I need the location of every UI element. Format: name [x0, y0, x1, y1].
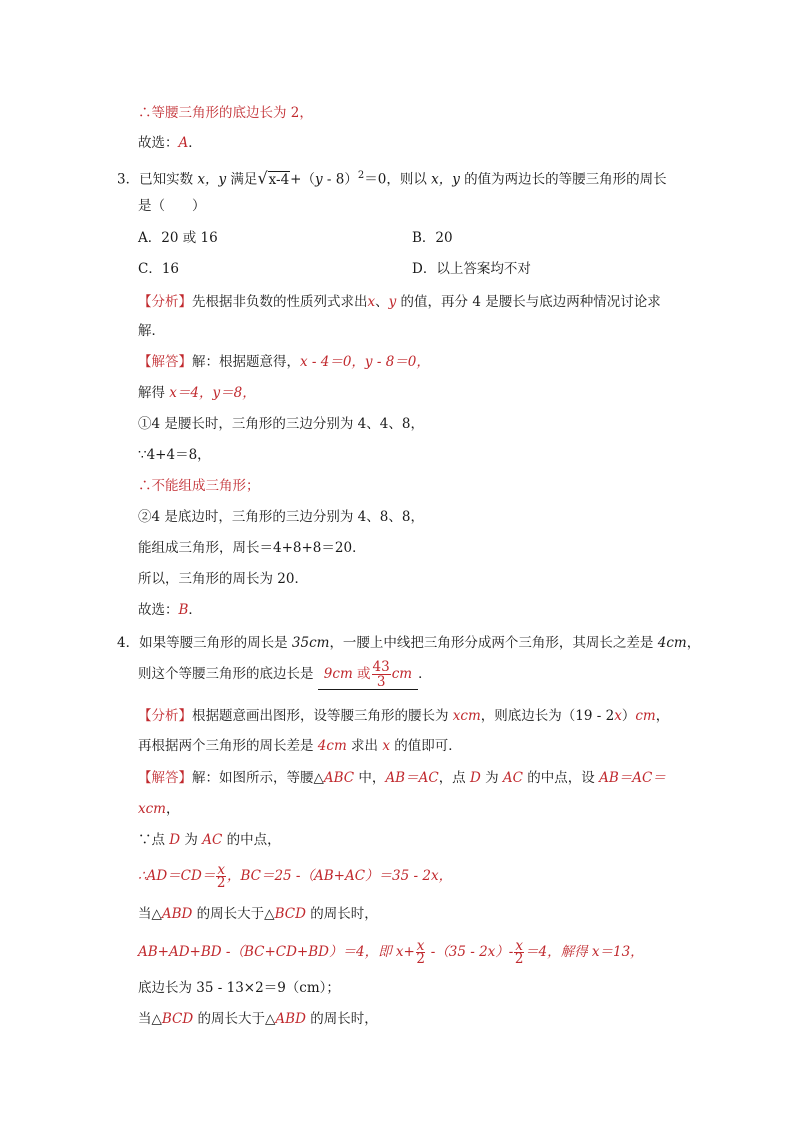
q4-eq2-fraction2	[514, 940, 524, 965]
q4-analysis-d: ，	[655, 708, 670, 724]
prev-answer-prefix: 故选：	[138, 135, 179, 151]
q3-answer-letter: B	[178, 602, 189, 618]
q3-option-d: D．以上答案均不对	[412, 261, 531, 277]
q3-y: y	[314, 171, 323, 188]
q4-solution-d: 为	[480, 770, 503, 786]
q4-diff: 4cm	[657, 635, 687, 651]
q4-analysis-x2: x	[382, 738, 390, 754]
q3-square: 2	[357, 170, 365, 181]
q4-mid-b: 为	[180, 832, 203, 848]
q4-eq2-a: AB+AD+BD -（BC+CD+BD）＝4，即 x+	[138, 944, 415, 960]
q3-stem-vars: x，y	[197, 171, 227, 188]
q4-perimeter: 35cm	[291, 635, 330, 651]
q4-analysis	[138, 706, 669, 726]
q4-answer-denominator: 3	[376, 674, 386, 690]
q4-answer-blank	[318, 660, 418, 690]
prev-answer-suffix: ．	[188, 135, 202, 151]
q4-when2	[138, 1009, 378, 1029]
q3-analysis	[138, 292, 661, 312]
q3-solve	[138, 383, 256, 403]
prev-conclusion: ∴等腰三角形的底边长为 2，	[138, 105, 313, 121]
q4-when2-bcd: BCD	[161, 1011, 194, 1027]
q4-base1: 底边长为 35 - 13×2＝9（cm）；	[138, 980, 340, 996]
q4-mid-ac: AC	[202, 832, 223, 848]
q3-so: 所以，三角形的周长为 20．	[138, 571, 308, 587]
q4-analysis-c: ）	[621, 708, 636, 724]
q3-stem-d: - 8）	[322, 171, 358, 188]
q4-when1-b: 的周长大于△	[192, 906, 275, 922]
q4-solution-c: ，点	[438, 770, 470, 786]
q4-mid-a: ∵点	[138, 832, 170, 848]
q4-eq2-denominator2: 2	[514, 951, 524, 967]
q3-analysis-b: 、	[375, 294, 389, 310]
q4-comma: ，	[165, 801, 180, 817]
q3-analysis-y: y	[388, 294, 397, 310]
q4-when1-a: 当△	[138, 906, 162, 922]
q3-stem-f: 的值为两边长的等腰三角形的周长	[459, 171, 667, 188]
q3-answer-suffix: ．	[188, 602, 202, 618]
q4-when1-bcd: BCD	[274, 906, 306, 922]
q4-eq2-c: ＝4，解得 x＝13，	[525, 944, 644, 960]
q4-eq1-a: ∴AD＝CD＝	[138, 868, 216, 884]
q4-solution	[138, 768, 666, 788]
q4-answer-a: 9cm	[323, 666, 353, 682]
q4-when2-c: 的周长时，	[305, 1011, 378, 1027]
q3-cannot: ∴不能组成三角形；	[138, 478, 260, 494]
q4-eq2-b: -（35 - 2x）-	[426, 944, 514, 960]
q4-when1	[138, 904, 378, 924]
q4-eq2	[138, 940, 644, 965]
q4-solution-e: 的中点，设	[523, 770, 600, 786]
q4-stem-b: ，一腰上中线把三角形分成两个三角形，其周长之差是	[329, 635, 658, 651]
q4-stem	[117, 633, 700, 653]
q4-ab-ac2: AB＝AC＝	[599, 770, 666, 786]
q4-ac: AC	[502, 770, 523, 786]
q4-abc: ABC	[323, 770, 355, 786]
q4-solution-line2	[138, 799, 179, 819]
q4-when1-c: 的周长时，	[305, 906, 378, 922]
q4-stem-a: 如果等腰三角形的周长是	[139, 635, 292, 651]
q4-ab-ac: AB＝AC	[385, 770, 439, 786]
q4-number: 4．	[117, 635, 140, 651]
q4-eq2-denominator1: 2	[416, 951, 425, 967]
sqrt-sign-icon: √	[257, 168, 268, 188]
q4-eq1-numerator: x	[217, 862, 225, 878]
q4-analysis-line2-c: 的值即可．	[389, 738, 462, 754]
q4-analysis-line2	[138, 736, 462, 756]
q4-xcm: xcm	[138, 801, 166, 817]
q4-answer-numerator: 43	[372, 659, 390, 675]
prev-answer-letter: A	[178, 135, 189, 151]
q4-line2-a: 则这个等腰三角形的底边长是	[138, 666, 318, 682]
q3-solution-a: 解：根据题意得，	[192, 354, 300, 370]
q4-analysis-cm: cm	[635, 708, 656, 724]
q4-eq1	[138, 864, 452, 889]
q3-stem-e: ＝0，则以	[364, 171, 432, 188]
q4-mid-c: 的中点，	[222, 832, 281, 848]
q3-answer-prefix: 故选：	[138, 602, 179, 618]
q4-when2-b: 的周长大于△	[193, 1011, 276, 1027]
q4-analysis-x: x	[614, 708, 622, 724]
q3-can: 能组成三角形，周长＝4+8+8＝20．	[138, 540, 366, 556]
q4-when2-abd: ABD	[275, 1011, 306, 1027]
q4-analysis-line2-a: 再根据两个三角形的周长差是	[138, 738, 318, 754]
q4-answer-or: 或	[352, 666, 371, 682]
q3-analysis-tag: 【分析】	[138, 294, 192, 310]
q4-analysis-line2-b: 求出	[346, 738, 383, 754]
q4-d: D	[469, 770, 481, 786]
q3-number: 3．	[117, 171, 140, 188]
q4-analysis-a: 根据题意画出图形，设等腰三角形的腰长为	[192, 708, 453, 724]
q4-analysis-xcm: xcm	[452, 708, 481, 724]
q3-solution-eq: x - 4＝0，y - 8＝0，	[300, 354, 430, 370]
q3-analysis-c: 的值，再分 4 是腰长与底边两种情况讨论求	[396, 294, 661, 310]
q3-solution	[138, 352, 430, 372]
q4-eq2-fraction1	[416, 940, 426, 965]
q4-stem-line2	[138, 660, 432, 690]
q3-option-b: B．20	[412, 230, 453, 246]
q4-solution-a: 解：如图所示，等腰△	[192, 770, 324, 786]
q3-solution-tag: 【解答】	[138, 354, 192, 370]
q4-when2-a: 当△	[138, 1011, 162, 1027]
q4-eq1-b: ，BC＝25 -（AB+AC）＝35 - 2x，	[226, 868, 453, 884]
q4-analysis-b: ，则底边长为（19 - 2	[480, 708, 615, 724]
q4-analysis-4cm: 4cm	[317, 738, 347, 754]
q4-answer-unit: cm	[391, 666, 413, 682]
q3-answer	[138, 600, 202, 620]
q3-because: ∵4+4＝8，	[138, 447, 211, 463]
q4-line2-end: ．	[418, 666, 432, 682]
q4-analysis-tag: 【分析】	[138, 708, 192, 724]
q4-answer-fraction	[372, 660, 391, 689]
q4-stem-c: ，	[686, 635, 701, 651]
q4-solution-tag: 【解答】	[138, 770, 192, 786]
q4-eq1-denominator: 2	[216, 875, 226, 891]
q3-stem	[117, 166, 667, 190]
q3-stem-c: +（	[290, 171, 315, 188]
q3-analysis-line2: 解．	[138, 323, 165, 339]
q4-eq2-numerator1: x	[416, 938, 425, 954]
q3-case1: ①4 是腰长时，三角形的三边分别为 4、4、8，	[138, 416, 424, 432]
q3-stem-a: 已知实数	[139, 171, 198, 188]
prev-answer	[138, 133, 202, 153]
q3-option-c: C．16	[138, 261, 180, 277]
q3-stem-b: 满足	[226, 171, 258, 188]
q3-solve-a: 解得	[138, 385, 170, 401]
q3-stem-line2: 是（ ）	[138, 198, 206, 214]
q4-when1-abd: ABD	[161, 906, 193, 922]
q4-eq1-fraction	[216, 864, 226, 889]
q3-option-a: A．20 或 16	[138, 230, 218, 246]
q4-mid-d: D	[169, 832, 181, 848]
q3-case2: ②4 是底边时，三角形的三边分别为 4、8、8，	[138, 509, 424, 525]
q3-analysis-a: 先根据非负数的性质列式求出	[192, 294, 368, 310]
q3-stem-vars2: x，y	[431, 171, 460, 188]
q4-solution-b: 中，	[354, 770, 386, 786]
q4-eq2-numerator2: x	[515, 938, 523, 954]
q3-solve-eq: x＝4，y＝8，	[169, 385, 256, 401]
q3-sqrt-radicand: x-4	[268, 171, 290, 188]
q3-analysis-x: x	[367, 294, 376, 310]
q4-midpoint	[138, 830, 281, 850]
